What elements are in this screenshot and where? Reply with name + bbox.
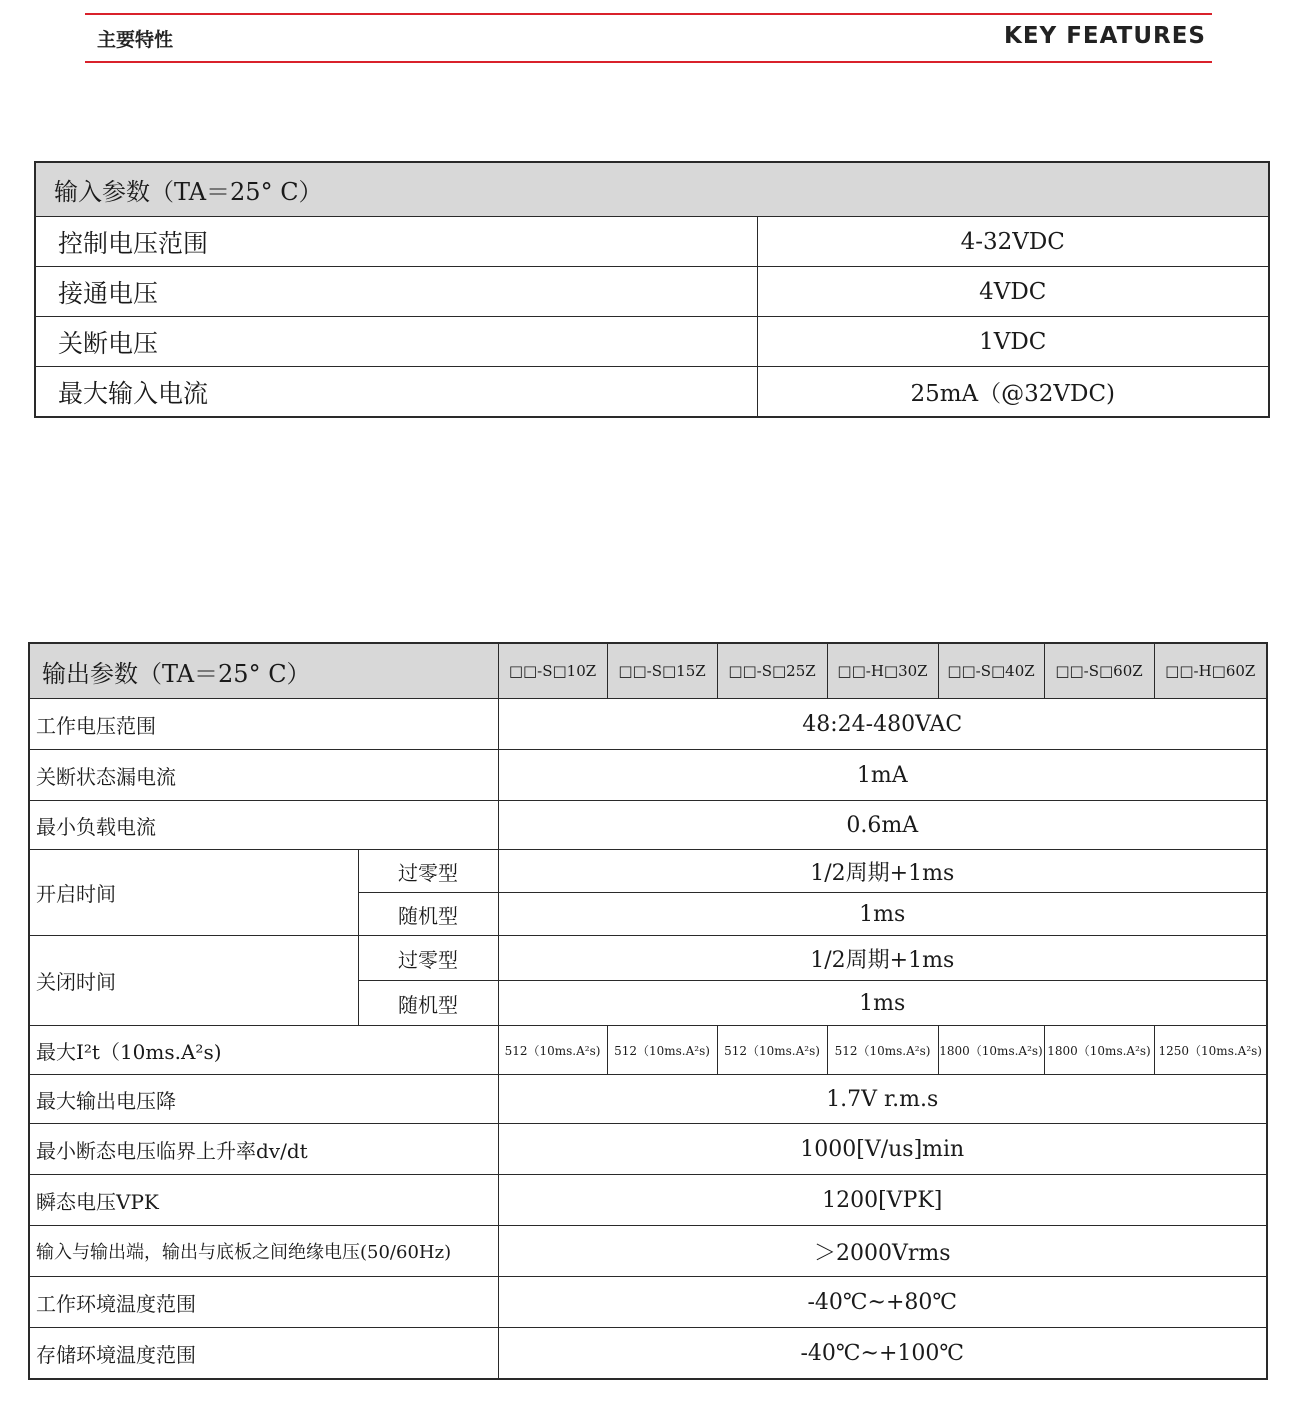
row-value: 1VDC	[757, 317, 1269, 367]
row-label: 工作环境温度范围	[29, 1277, 498, 1328]
row-label: 关断电压	[35, 317, 757, 367]
row-value: 1800（10ms.A²s)	[938, 1026, 1044, 1075]
row-label: 工作电压范围	[29, 699, 498, 750]
output-table-title: 输出参数（TA＝25° C）	[29, 643, 498, 699]
table-row	[35, 317, 1269, 367]
model-header: □□-H□60Z	[1154, 643, 1267, 699]
row-value: 4VDC	[757, 267, 1269, 317]
table-row	[29, 850, 1267, 893]
table-row	[29, 1124, 1267, 1175]
row-label: 开启时间	[29, 850, 358, 936]
table-row	[29, 801, 1267, 850]
row-value: -40℃~+100℃	[498, 1328, 1267, 1380]
model-header: □□-S□40Z	[938, 643, 1044, 699]
row-value: 25mA（@32VDC)	[757, 367, 1269, 418]
model-header: □□-S□60Z	[1044, 643, 1154, 699]
table-row	[35, 267, 1269, 317]
row-label: 最小断态电压临界上升率dv/dt	[29, 1124, 498, 1175]
row-value: 4-32VDC	[757, 217, 1269, 267]
row-sublabel: 随机型	[358, 893, 498, 936]
model-header: □□-S□10Z	[498, 643, 607, 699]
row-label: 接通电压	[35, 267, 757, 317]
output-table-header	[29, 643, 1267, 699]
header-title-en: KEY FEATURES	[1004, 23, 1206, 49]
header-title-cn: 主要特性	[97, 29, 174, 51]
row-label: 最小负载电流	[29, 801, 498, 850]
row-value: 48:24-480VAC	[498, 699, 1267, 750]
row-value: -40℃~+80℃	[498, 1277, 1267, 1328]
table-row	[29, 699, 1267, 750]
row-value: 1000[V/us]min	[498, 1124, 1267, 1175]
table-row	[29, 1026, 1267, 1075]
table-row	[29, 1277, 1267, 1328]
row-value: 512（10ms.A²s)	[717, 1026, 827, 1075]
row-sublabel: 过零型	[358, 850, 498, 893]
table-row	[29, 1328, 1267, 1380]
row-label: 控制电压范围	[35, 217, 757, 267]
row-label: 输入与输出端，输出与底板之间绝缘电压(50/60Hz)	[29, 1226, 498, 1277]
table-row	[29, 1175, 1267, 1226]
row-value: ＞2000Vrms	[498, 1226, 1267, 1277]
row-label: 关闭时间	[29, 936, 358, 1026]
output-parameters-table	[28, 642, 1268, 1380]
model-header: □□-S□15Z	[607, 643, 717, 699]
page-header	[85, 13, 1212, 63]
table-row	[29, 1226, 1267, 1277]
row-value: 1800（10ms.A²s)	[1044, 1026, 1154, 1075]
model-header: □□-S□25Z	[717, 643, 827, 699]
row-value: 0.6mA	[498, 801, 1267, 850]
row-label: 最大输出电压降	[29, 1075, 498, 1124]
row-label: 最大输入电流	[35, 367, 757, 418]
input-parameters-table	[34, 161, 1270, 418]
table-row	[35, 367, 1269, 418]
table-row	[35, 217, 1269, 267]
row-value: 512（10ms.A²s)	[607, 1026, 717, 1075]
row-sublabel: 过零型	[358, 936, 498, 981]
row-value: 512（10ms.A²s)	[498, 1026, 607, 1075]
row-label: 存储环境温度范围	[29, 1328, 498, 1380]
model-header: □□-H□30Z	[827, 643, 938, 699]
row-label: 关断状态漏电流	[29, 750, 498, 801]
row-value: 512（10ms.A²s)	[827, 1026, 938, 1075]
row-label: 最大I²t（10ms.A²s)	[29, 1026, 498, 1075]
row-value: 1/2周期+1ms	[498, 850, 1267, 893]
row-value: 1ms	[498, 893, 1267, 936]
table-row	[29, 1075, 1267, 1124]
input-table-title: 输入参数（TA＝25° C）	[35, 162, 1269, 217]
row-value: 1250（10ms.A²s)	[1154, 1026, 1267, 1075]
row-value: 1ms	[498, 981, 1267, 1026]
row-value: 1/2周期+1ms	[498, 936, 1267, 981]
row-value: 1200[VPK]	[498, 1175, 1267, 1226]
row-value: 1mA	[498, 750, 1267, 801]
row-label: 瞬态电压VPK	[29, 1175, 498, 1226]
row-sublabel: 随机型	[358, 981, 498, 1026]
table-row	[29, 750, 1267, 801]
table-row	[29, 936, 1267, 981]
row-value: 1.7V r.m.s	[498, 1075, 1267, 1124]
